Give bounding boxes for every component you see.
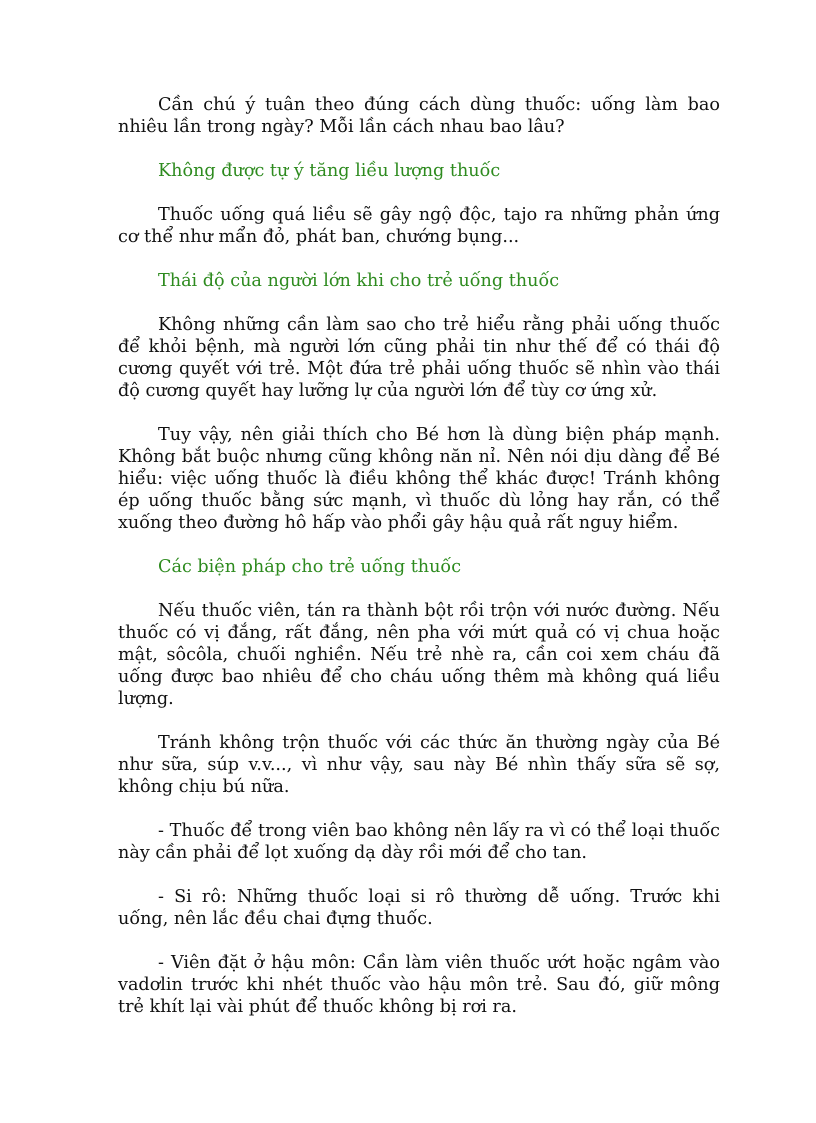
para-tablets: Nếu thuốc viên, tán ra thành bột rồi trộn với nước đường. Nếu thuốc có vị đắng, rất đắng, nên pha với mứt quả có vị chua hoặc mật, sôcôla, chuối nghiền. Nếu trẻ nhè ra, cần coi xem cháu đã uống được bao nhiêu để cho cháu uống thêm mà không quá liều lượng. — [118, 601, 720, 709]
para-avoid-mixing-food: Tránh không trộn thuốc với các thức ăn thường ngày của Bé như sữa, súp v.v..., vì như vậy, sau này Bé nhìn thấy sữa sẽ sợ, không chịu bú nữa. — [118, 733, 720, 797]
para-coated-tablets: - Thuốc để trong viên bao không nên lấy ra vì có thể loại thuốc này cần phải để lọt xuống dạ dày rồi mới để cho tan. — [118, 821, 720, 863]
document-page — [118, 94, 720, 1040]
para-overdose: Thuốc uống quá liều sẽ gây ngộ độc, tajo ra những phản ứng cơ thể như mẩn đỏ, phát ban, chướng bụng... — [118, 205, 720, 247]
para-dosage-schedule: Cần chú ý tuân theo đúng cách dùng thuốc: uống làm bao nhiêu lần trong ngày? Mỗi lần cách nhau bao lâu? — [118, 95, 720, 137]
heading-methods: Các biện pháp cho trẻ uống thuốc — [158, 557, 462, 577]
para-suppository: - Viên đặt ở hậu môn: Cần làm viên thuốc ướt hoặc ngâm vào vadơlin trước khi nhét thuốc vào hậu môn trẻ. Sau đó, giữ mông trẻ khít lại vài phút để thuốc không bị rơi ra. — [118, 953, 720, 1017]
para-syrup: - Si rô: Những thuốc loại si rô thường dễ uống. Trước khi uống, nên lắc đều chai đựng thuốc. — [118, 887, 720, 929]
heading-adult-attitude: Thái độ của người lớn khi cho trẻ uống thuốc — [158, 271, 560, 291]
para-explain-gently: Tuy vậy, nên giải thích cho Bé hơn là dùng biện pháp mạnh. Không bắt buộc nhưng cũng không năn nỉ. Nên nói dịu dàng để Bé hiểu: việc uống thuốc là điều không thể khác được! Tránh không ép uống thuốc bằng sức mạnh, vì thuốc dù lỏng hay rắn, có thể xuống theo đường hô hấp vào phổi gây hậu quả rất nguy hiểm. — [118, 425, 720, 533]
heading-no-self-increase: Không được tự ý tăng liều lượng thuốc — [158, 161, 501, 181]
para-firm-attitude: Không những cần làm sao cho trẻ hiểu rằng phải uống thuốc để khỏi bệnh, mà người lớn cũng phải tin như thế để có thái độ cương quyết với trẻ. Một đứa trẻ phải uống thuốc sẽ nhìn vào thái độ cương quyết hay lưỡng lự của người lớn để tùy cơ ứng xử. — [118, 315, 720, 401]
